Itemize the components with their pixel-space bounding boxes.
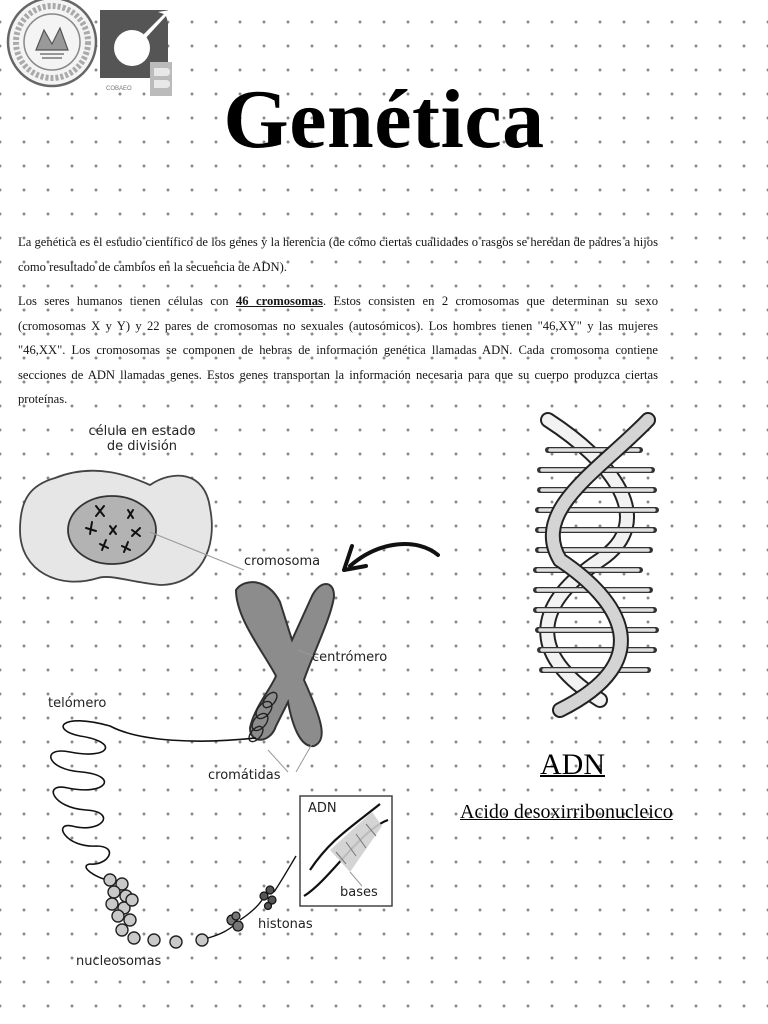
adn-title: ADN <box>540 748 605 781</box>
label-adn-inset: ADN <box>308 801 337 816</box>
label-bases: bases <box>340 885 378 900</box>
cobaeo-caption: COBAEO <box>106 86 132 92</box>
label-cromatidas: cromátidas <box>208 768 281 783</box>
page-title: Genética <box>223 73 545 166</box>
cell-label <box>52 424 232 454</box>
adn-subtitle: Acido desoxirribonucleico <box>460 801 673 823</box>
dna-strand-loops <box>51 721 256 880</box>
label-centromero: centrómero <box>312 650 388 665</box>
label-histonas: histonas <box>258 917 313 932</box>
nucleosome-beads <box>104 874 208 948</box>
histone-cluster-2 <box>260 886 276 910</box>
double-helix <box>536 420 656 710</box>
para2-before: Los seres humanos tienen células con <box>18 294 236 308</box>
label-nucleosomas: nucleosomas <box>76 954 162 969</box>
label-cromosoma: cromosoma <box>244 554 321 569</box>
label-telomero: telómero <box>48 696 107 711</box>
curved-arrow <box>350 544 438 566</box>
cell-label-line2: de división <box>106 439 178 454</box>
intro-paragraph: La genética es el estudio científico de los genes y la herencia (de cómo ciertas cualidades o rasgos se heredan de padres a hijos como resultado de cambios en la secuencia de ADN). <box>18 235 658 274</box>
cell-label-line1: célula en estado <box>88 424 196 439</box>
chromosome-count: 46 cromosomas <box>236 294 323 308</box>
para2-after: . Estos consisten en 2 cromosomas que determinan su sexo (cromosomas X y Y) y 22 pares de cromosomas no sexuales (autosómicos). Los hombres tienen "46,XY" y las mujeres "46,XX". Los cromosomas se componen de hebras de información genética llamadas ADN. Cada cromosoma contiene secciones de ADN llamadas genes. Estos genes transportan la información necesaria para que su cuerpo produzca ciertas proteínas. <box>18 294 658 407</box>
